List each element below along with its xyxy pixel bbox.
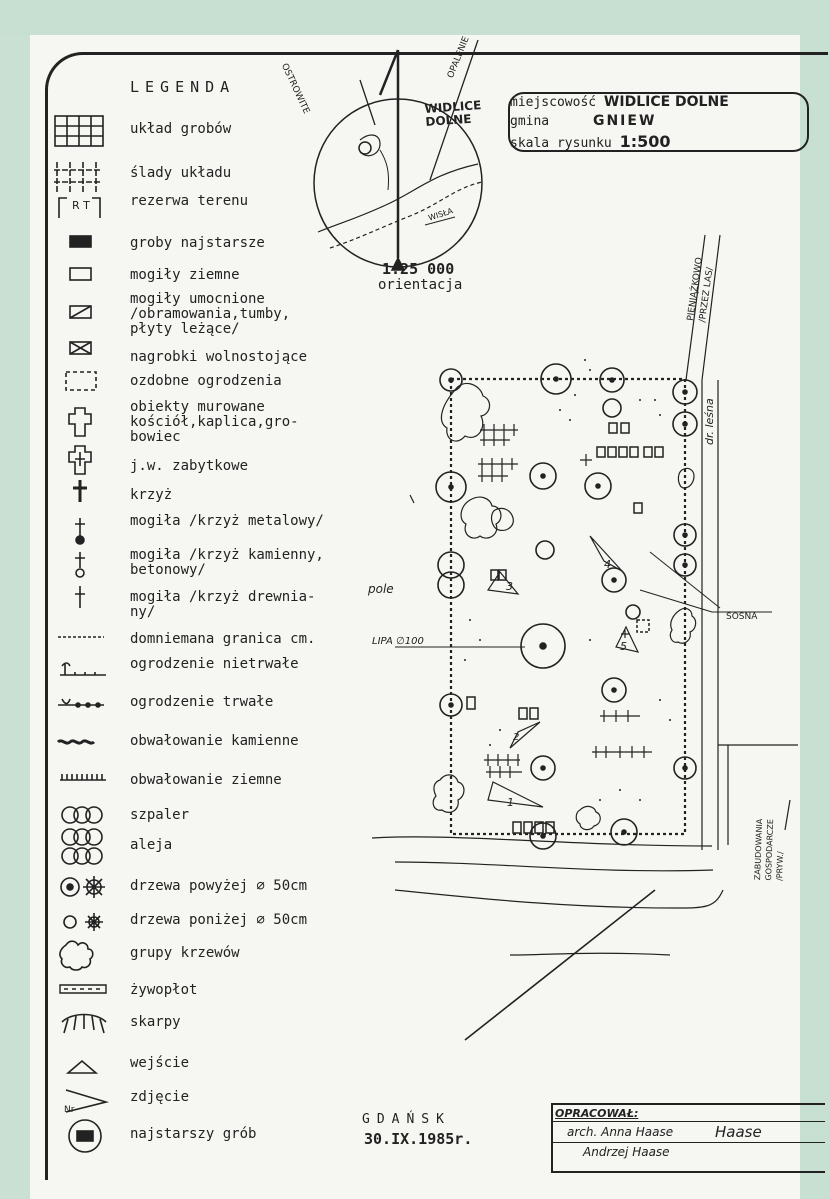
dashed-rect-icon <box>66 372 96 390</box>
forest-road-label: dr. leśna <box>703 398 716 445</box>
empty-rect-icon <box>70 268 91 280</box>
photo-icon <box>64 1090 106 1115</box>
temp-fence-icon <box>60 663 106 675</box>
legend-item-label: domniemana granica cm. <box>130 631 316 647</box>
signature: Haase <box>715 1123 762 1141</box>
photo-number-1: 1 <box>507 796 514 809</box>
slash-rect-icon <box>70 306 91 318</box>
hedgerow-icon <box>62 807 102 823</box>
shrub-groups <box>433 383 696 829</box>
legend-item-label: nagrobki wolnostojące <box>130 349 308 365</box>
legend-item-label: j.w. zabytkowe <box>130 458 249 474</box>
cemetery-plan <box>372 235 798 1040</box>
roads <box>372 235 798 1040</box>
oldest-grave-icon <box>69 1120 101 1152</box>
orientation-label: orientacja <box>378 277 463 293</box>
legend-title: LEGENDA <box>130 78 236 96</box>
road-top-label: PIENIĄŻKOWO /PRZEZ LAS/ <box>685 256 716 324</box>
filled-rect-icon <box>70 236 91 247</box>
cross-icon <box>73 480 87 502</box>
legend-item-label: mogiły umocnione /obramowania,tumby, płyty leżące/ <box>130 291 291 337</box>
footer-date: 30.IX.1985r. <box>364 1130 473 1148</box>
linden-label: LIPA ∅100 <box>372 636 424 647</box>
legend-item-label: obwałowanie kamienne <box>130 733 299 749</box>
reserve-icon <box>59 198 100 218</box>
legend-item-label: drzewa powyżej ∅ 50cm <box>130 878 308 894</box>
slope-icon <box>62 1015 106 1034</box>
pine-label: SOSNA <box>726 612 758 622</box>
legend-item-label: grupy krzewów <box>130 945 240 961</box>
legend-item-label: obwałowanie ziemne <box>130 772 282 788</box>
hedge-icon <box>60 985 106 993</box>
legend-item-label: mogiła /krzyż kamienny, betonowy/ <box>130 547 324 578</box>
church-icon <box>69 408 91 436</box>
perm-fence-icon <box>58 699 104 707</box>
legend-item-label: najstarszy grób <box>130 1126 257 1142</box>
legend-item-label: mogiła /krzyż metalowy/ <box>130 513 324 529</box>
field-label: pole <box>368 582 394 596</box>
legend-item-label: wejście <box>130 1055 190 1071</box>
legend-item-label: ślady układu <box>130 165 232 181</box>
photo-number-2: 2 <box>513 732 520 743</box>
legend-item-label: aleja <box>130 837 173 853</box>
author2: Andrzej Haase <box>583 1145 670 1159</box>
legend-item-label: groby najstarsze <box>130 235 265 251</box>
footer-city: GDAŃSK <box>362 1112 451 1127</box>
commune-label: gmina <box>510 114 550 129</box>
legend-item-label: zdjęcie <box>130 1089 190 1105</box>
legend-item-label: mogiła /krzyż drewnia- ny/ <box>130 589 316 620</box>
wood-cross-grave-icon <box>75 586 85 608</box>
photo-number-5: 5 <box>620 640 627 653</box>
commune-value: GNIEW <box>592 113 657 129</box>
photo-number-4: 4 <box>604 558 611 571</box>
stone-cross-grave-icon <box>75 552 85 577</box>
cross-rect-icon <box>70 342 91 354</box>
small-tree-icon <box>64 913 103 931</box>
legend-item-label: układ grobów <box>130 121 232 137</box>
orientation-village: WIDLICE DOLNE <box>424 98 482 129</box>
orientation-road-left: OSTROWITE <box>278 62 311 116</box>
legend-item-label: żywopłot <box>130 982 198 998</box>
cross-graves <box>478 424 652 778</box>
orientation-road-right: OPALENIE <box>446 35 472 80</box>
legend-item-label: rezerwa terenu <box>130 193 249 209</box>
svg-text:R T: R T <box>72 199 90 212</box>
author1: arch. Anna Haase <box>567 1125 674 1139</box>
legend-item-label: ogrodzenie trwałe <box>130 694 274 710</box>
avenue-icon <box>62 829 102 864</box>
grid-icon <box>55 116 103 146</box>
entrance-icon <box>68 1061 96 1073</box>
farm-label: ZABUDOWANIA GOSPODARCZE /PRYW./ <box>752 818 786 882</box>
legend-item-label: krzyż <box>130 487 173 503</box>
legend-item-label: skarpy <box>130 1014 181 1030</box>
photo-number-3: 3 <box>506 580 513 593</box>
author-box <box>551 1103 825 1173</box>
orientation-scale: 1:25 000 <box>382 260 455 278</box>
legend-item-label: ogrodzenie nietrwałe <box>130 656 299 672</box>
earth-embankment-icon <box>60 774 106 780</box>
scale-value: 1:500 <box>619 132 671 151</box>
church-monument-icon <box>69 446 91 474</box>
svg-text:Nr: Nr <box>64 1105 75 1115</box>
stone-embankment-icon <box>58 741 94 743</box>
legend-item-label: drzewa poniżej ∅ 50cm <box>130 912 308 928</box>
legend-symbols <box>54 116 106 1152</box>
legend-item-label: szpaler <box>130 807 190 823</box>
orientation-river: WISŁA <box>427 206 455 223</box>
place-label: miejscowość <box>510 95 597 110</box>
metal-cross-grave-icon <box>75 518 85 544</box>
broken-grid-icon <box>54 162 100 192</box>
prepared-label: OPRACOWAŁ: <box>555 1107 639 1120</box>
legend-item-label: obiekty murowane kościół,kaplica,gro- bowiec <box>130 399 299 445</box>
scale-label: skala rysunku <box>510 136 612 151</box>
legend-item-label: ozdobne ogrodzenia <box>130 373 282 389</box>
legend-item-label: mogiły ziemne <box>130 267 240 283</box>
shrubs-icon <box>60 941 93 970</box>
large-tree-icon <box>61 876 105 898</box>
place-value: WIDLICE DOLNE <box>603 94 729 110</box>
